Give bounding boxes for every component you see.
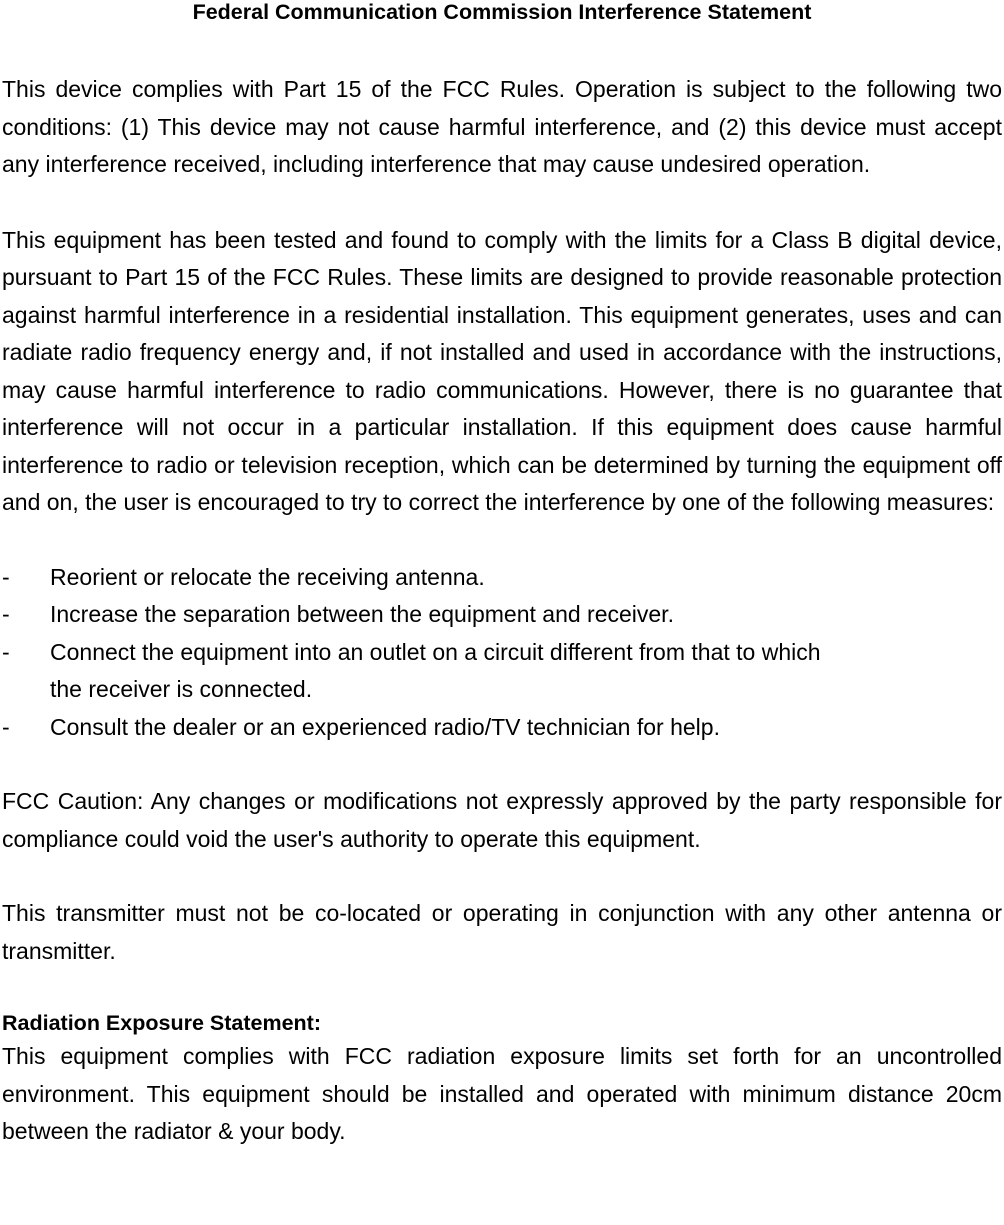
compliance-paragraph: This device complies with Part 15 of the FCC Rules. Operation is subject to the following two conditions: (1) This device may not cause harmful interference, and (2) this device must accept any interference received, including interference that may cause undesired operation. — [2, 76, 1002, 177]
list-item — [2, 634, 840, 709]
bullet-dash: - — [2, 601, 10, 627]
list-item — [2, 559, 1002, 597]
measure-text: Increase the separation between the equipment and receiver. — [50, 601, 674, 627]
fcc-caution-paragraph: FCC Caution: Any changes or modifications not expressly approved by the party responsible for compliance could void the user's authority to operate this equipment. — [2, 788, 1002, 852]
measure-text: Connect the equipment into an outlet on a circuit different from that to which the receiver is connected. — [50, 638, 821, 702]
page-title: Federal Communication Commission Interference Statement — [192, 0, 812, 24]
bullet-dash: - — [2, 563, 10, 590]
bullet-dash: - — [2, 713, 10, 740]
document-page — [2, 0, 1002, 1151]
list-item — [2, 596, 1002, 634]
class-b-paragraph: This equipment has been tested and found to comply with the limits for a Class B digital device, pursuant to Part 15 of the FCC Rules. These limits are designed to provide reasonable protection against harmful interference in a residential installation. This equipment generates, uses and can radiate radio frequency energy and, if not installed and used in accordance with the instructions, may cause harmful interference to radio communications. However, there is no guarantee that interference will not occur in a particular installation. If this equipment does cause harmful interference to radio or television reception, which can be determined by turning the equipment off and on, the user is encouraged to try to correct the interference by one of the following measures: — [2, 226, 1002, 515]
measure-text: Reorient or relocate the receiving antenna. — [50, 563, 485, 590]
colocation-paragraph: This transmitter must not be co-located or operating in conjunction with any other antenna or transmitter. — [2, 900, 1002, 964]
radiation-paragraph: This equipment complies with FCC radiation exposure limits set forth for an uncontrolled environment. This equipment should be installed and operated with minimum distance 20cm between the radiator & your body. — [2, 1043, 1002, 1144]
measures-list — [2, 559, 1002, 747]
measure-text: Consult the dealer or an experienced radio/TV technician for help. — [50, 713, 720, 740]
radiation-heading: Radiation Exposure Statement: — [2, 1011, 321, 1035]
list-item — [2, 709, 1002, 747]
bullet-dash: - — [2, 638, 10, 665]
